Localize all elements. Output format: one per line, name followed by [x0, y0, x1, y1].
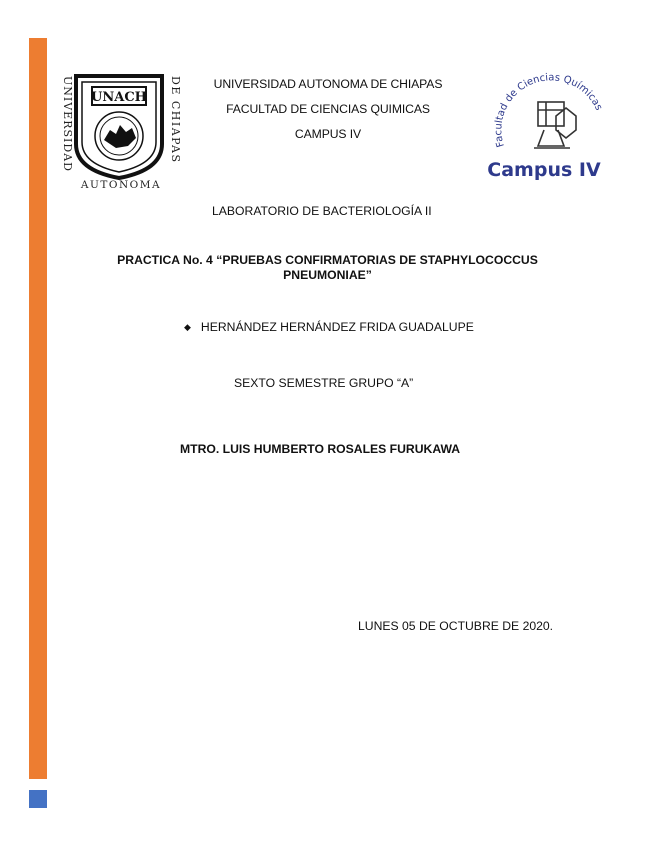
document-date: LUNES 05 DE OCTUBRE DE 2020.	[358, 619, 554, 633]
logo-bottom-text: AUTONOMA	[80, 179, 162, 191]
blue-corner-square	[29, 790, 47, 808]
logo-left-text: UNIVERSIDAD	[61, 76, 74, 172]
practice-line-1: PRACTICA No. 4 “PRUEBAS CONFIRMATORIAS DE STAPHYLOCOCCUS	[117, 253, 538, 267]
arc-text: Facultad de Ciencias Químicas	[493, 72, 605, 149]
logo-right-text: DE CHIAPAS	[169, 76, 182, 164]
semester-group: SEXTO SEMESTRE GRUPO “A”	[234, 376, 414, 390]
flask-icon	[534, 102, 576, 148]
campus-label: Campus IV	[487, 159, 601, 181]
unach-logo	[54, 70, 182, 192]
practice-line-2: PNEUMONIAE”	[283, 268, 372, 282]
faculty-name: FACULTAD DE CIENCIAS QUIMICAS	[226, 102, 430, 116]
university-name: UNIVERSIDAD AUTONOMA DE CHIAPAS	[213, 77, 443, 91]
diamond-bullet-icon: ◆	[184, 322, 191, 332]
teacher-name: MTRO. LUIS HUMBERTO ROSALES FURUKAWA	[180, 442, 461, 456]
student-item	[184, 320, 474, 334]
shield-text: UNACH	[91, 90, 147, 105]
orange-side-bar	[29, 38, 47, 779]
student-name: HERNÁNDEZ HERNÁNDEZ FRIDA GUADALUPE	[200, 320, 474, 334]
campus-name: CAMPUS IV	[294, 127, 362, 141]
laboratory-title: LABORATORIO DE BACTERIOLOGÍA II	[212, 204, 432, 218]
campus-iv-logo	[486, 68, 608, 184]
practice-title	[60, 253, 595, 283]
